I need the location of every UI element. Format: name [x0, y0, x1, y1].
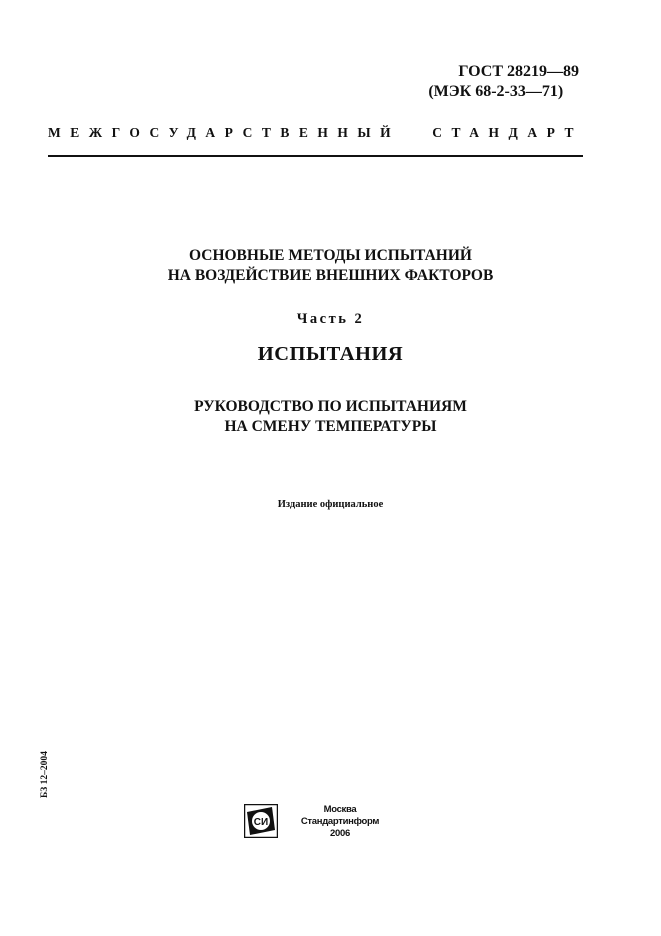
- publisher-city: Москва: [323, 804, 357, 815]
- gost-number: ГОСТ 28219—89: [458, 63, 579, 80]
- interstate-standard-label: МЕЖГОСУДАРСТВЕННЫЙ СТАНДАРТ: [48, 125, 583, 140]
- part-label: Часть 2: [296, 311, 365, 327]
- subtitle-line-1: РУКОВОДСТВО ПО ИСПЫТАНИЯМ: [194, 398, 467, 415]
- document-subtitle: [0, 397, 661, 437]
- side-code: БЗ 12–2004: [40, 751, 50, 798]
- iec-number: (МЭК 68-2-33—71): [428, 83, 564, 100]
- document-title: [0, 246, 661, 286]
- title-line-2: НА ВОЗДЕЙСТВИЕ ВНЕШНИХ ФАКТОРОВ: [167, 267, 494, 284]
- edition-note: Издание официальное: [277, 499, 384, 510]
- section-title: ИСПЫТАНИЯ: [257, 343, 404, 365]
- logo-letters: СИ: [253, 817, 269, 828]
- publisher-year: 2006: [330, 828, 350, 839]
- horizontal-rule: [48, 155, 583, 157]
- publisher-info: [292, 804, 388, 840]
- publisher-logo-icon: [244, 804, 278, 838]
- publisher-name: Стандартинформ: [300, 816, 380, 827]
- subtitle-line-2: НА СМЕНУ ТЕМПЕРАТУРЫ: [224, 418, 437, 435]
- title-line-1: ОСНОВНЫЕ МЕТОДЫ ИСПЫТАНИЙ: [189, 247, 472, 264]
- document-designation: [428, 62, 579, 102]
